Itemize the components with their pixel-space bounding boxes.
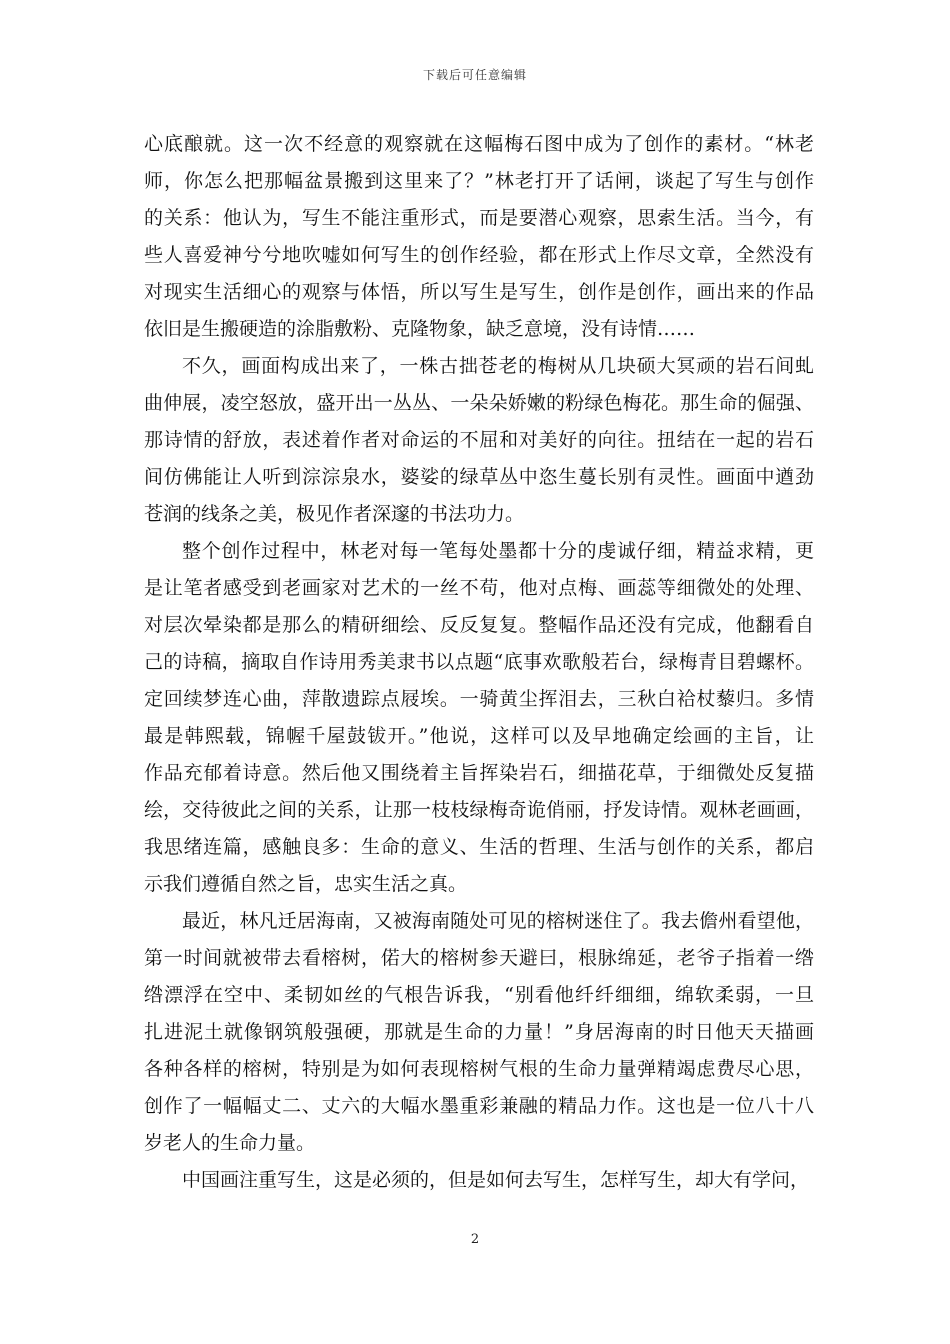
text-line: 绘，交待彼此之间的关系，让那一枝枝绿梅奇诡俏丽，抒发诗情。观林老画画， — [144, 799, 814, 821]
text-line: 间仿佛能让人听到淙淙泉水，婆娑的绿草丛中恣生蔓长别有灵性。画面中遒劲 — [144, 466, 814, 488]
text-line: 最近，林凡迁居海南，又被海南随处可见的榕树迷住了。我去儋州看望他， — [182, 910, 814, 932]
paragraph — [144, 126, 814, 348]
text-line: 师，你怎么把那幅盆景搬到这里来了？”林老打开了话闸，谈起了写生与创作 — [144, 170, 814, 192]
text-line: 苍润的线条之美，极见作者深邃的书法功力。 — [144, 503, 525, 525]
text-line: 岁老人的生命力量。 — [144, 1132, 316, 1154]
text-line: 对层次晕染都是那么的精研细绘、反反复复。整幅作品还没有完成，他翻看自 — [144, 614, 814, 636]
text-line: 的关系：他认为，写生不能注重形式，而是要潜心观察，思索生活。当今，有 — [144, 207, 814, 229]
text-line: 作品充郁着诗意。然后他又围绕着主旨挥染岩石，细描花草，于细微处反复描 — [144, 762, 814, 784]
text-line: 心底酿就。这一次不经意的观察就在这幅梅石图中成为了创作的素材。“林老 — [144, 133, 814, 155]
text-line: 扎进泥土就像钢筑般强硬，那就是生命的力量！”身居海南的时日他天天描画 — [144, 1021, 814, 1043]
text-line: 各种各样的榕树，特别是为如何表现榕树气根的生命力量弹精竭虑费尽心思， — [144, 1058, 814, 1080]
text-line: 曲伸展，凌空怒放，盛开出一丛丛、一朵朵娇嫩的粉绿色梅花。那生命的倔强、 — [144, 392, 814, 414]
text-line: 整个创作过程中，林老对每一笔每处墨都十分的虔诚仔细，精益求精，更 — [182, 540, 814, 562]
text-line: 不久，画面构成出来了，一株古拙苍老的梅树从几块硕大冥顽的岩石间虬 — [182, 355, 814, 377]
text-line: 定回续梦连心曲，萍散遗踪点屐埃。一骑黄尘挥泪去，三秋白袷杖藜归。多情 — [144, 688, 814, 710]
text-line: 己的诗稿，摘取自作诗用秀美隶书以点题“底事欢歌般若台，绿梅青目碧螺杯。 — [144, 651, 814, 673]
text-line: 是让笔者感受到老画家对艺术的一丝不苟，他对点梅、画蕊等细微处的处理、 — [144, 577, 814, 599]
text-line: 中国画注重写生，这是必须的，但是如何去写生，怎样写生，却大有学问， — [182, 1169, 810, 1191]
page-number: 2 — [470, 1232, 480, 1247]
text-line: 那诗情的舒放，表述着作者对命运的不屈和对美好的向往。扭结在一起的岩石 — [144, 429, 814, 451]
paragraph — [144, 348, 814, 533]
text-line: 最是韩熙载，锦幄千屋鼓钹开。”他说，这样可以及早地确定绘画的主旨，让 — [144, 725, 814, 747]
text-line: 绺漂浮在空中、柔韧如丝的气根告诉我，“别看他纤纤细细，绵软柔弱，一旦 — [144, 984, 814, 1006]
paragraph — [144, 533, 814, 903]
paragraph — [144, 1162, 814, 1199]
text-line: 我思绪连篇，感触良多：生命的意义、生活的哲理、生活与创作的关系，都启 — [144, 836, 814, 858]
paragraph — [144, 903, 814, 1162]
text-line: 些人喜爱神兮兮地吹嘘如何写生的创作经验，都在形式上作尽文章，全然没有 — [144, 244, 814, 266]
page-header: 下载后可任意编辑 — [422, 68, 527, 82]
text-line: 对现实生活细心的观察与体悟，所以写生是写生，创作是创作，画出来的作品 — [144, 281, 814, 303]
text-line: 第一时间就被带去看榕树，偌大的榕树参天避曰，根脉绵延，老爷子指着一绺 — [144, 947, 814, 969]
article-body — [144, 126, 814, 1199]
text-line: 依旧是生搬硬造的涂脂敷粉、克隆物象，缺乏意境，没有诗情…… — [144, 318, 696, 340]
text-line: 示我们遵循自然之旨，忠实生活之真。 — [144, 873, 468, 895]
text-line: 创作了一幅幅丈二、丈六的大幅水墨重彩兼融的精品力作。这也是一位八十八 — [144, 1095, 814, 1117]
